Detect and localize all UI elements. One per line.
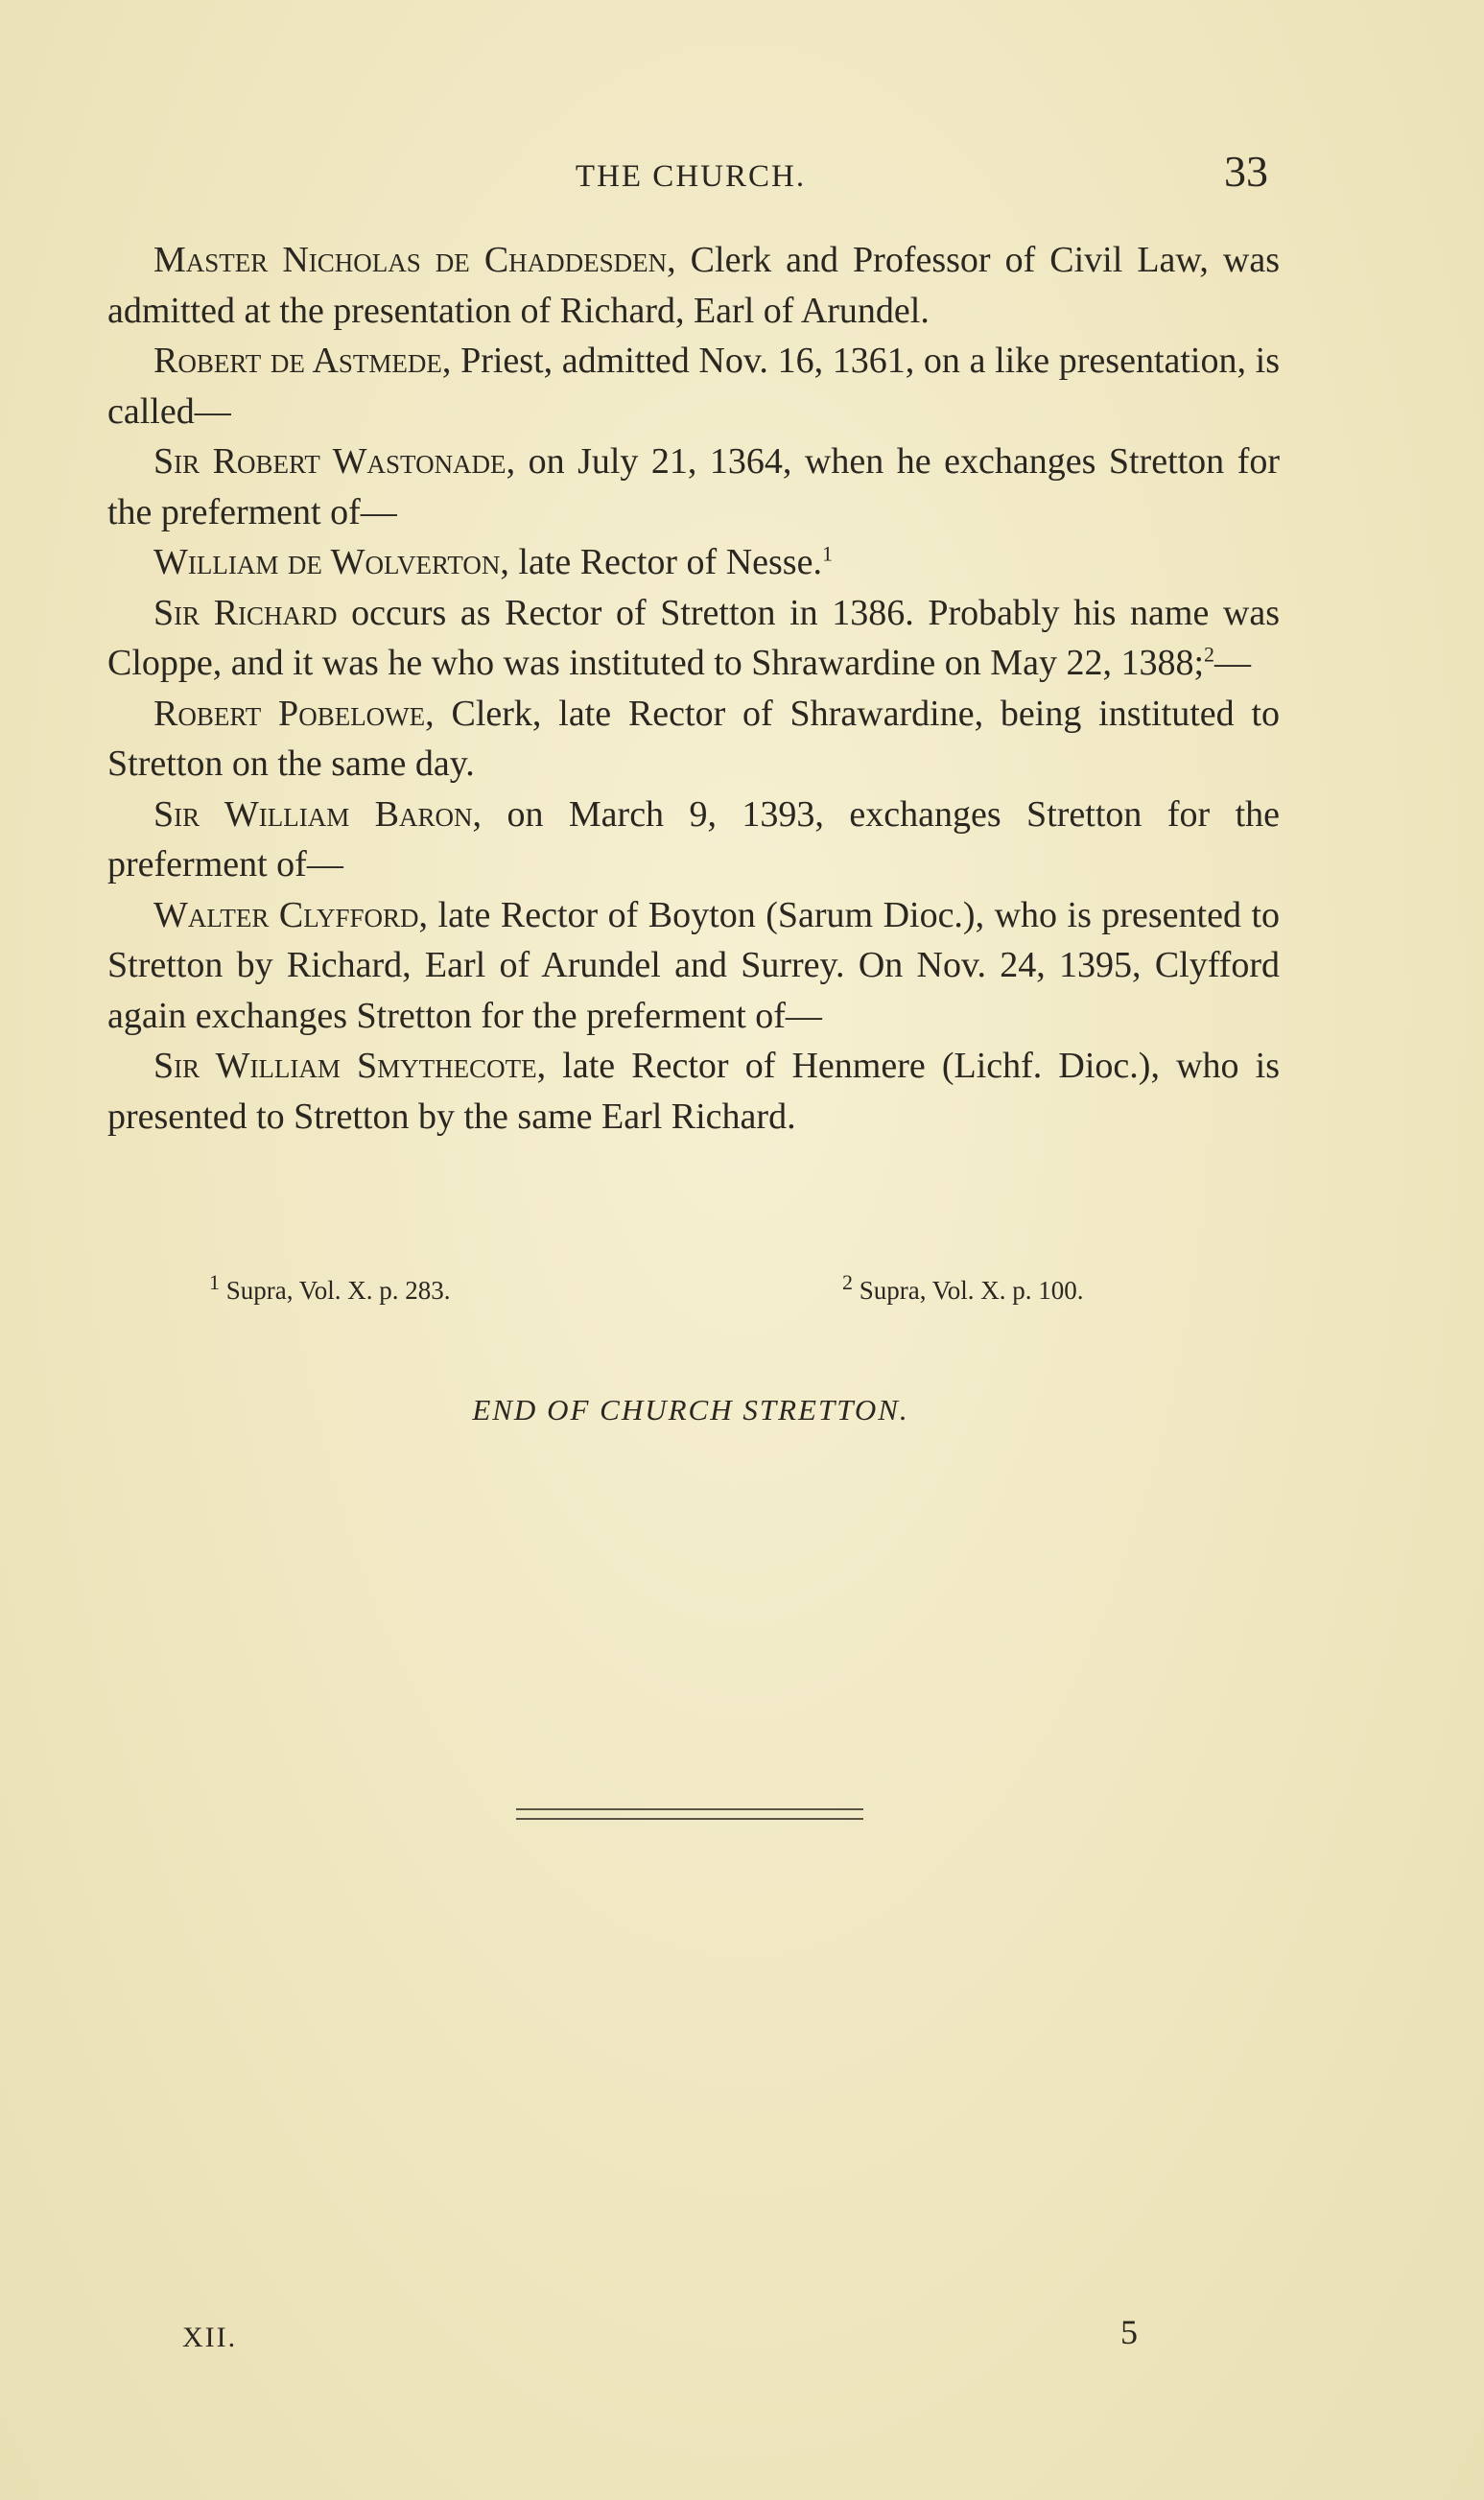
running-title: THE CHURCH. xyxy=(575,159,807,194)
page-number: 33 xyxy=(1224,147,1268,196)
signature-mark: XII. xyxy=(182,2322,238,2353)
paragraph-tail: — xyxy=(1214,643,1252,683)
end-title: END OF CHURCH STRETTON. xyxy=(472,1393,909,1427)
rector-name: Sir Robert Wastonade xyxy=(153,441,506,482)
paragraph-text: , on March 9, 1393, exchanges Stretton for the preferment of— xyxy=(107,793,1280,884)
rector-name: William de Wolverton xyxy=(153,542,501,582)
paragraph xyxy=(107,689,1280,790)
double-rule-divider xyxy=(516,1808,863,1820)
rector-name: Robert Pobelowe xyxy=(153,693,426,734)
footnote xyxy=(842,1270,1084,1306)
rector-name: Sir Richard xyxy=(153,592,338,633)
footnote-text: Supra, Vol. X. p. 283. xyxy=(225,1276,451,1305)
body-text xyxy=(107,235,1280,1142)
paragraph-text: , late Rector of Nesse. xyxy=(500,542,822,582)
rector-name: Sir William Baron xyxy=(153,793,473,835)
paragraph xyxy=(107,537,1280,588)
footnote-text: Supra, Vol. X. p. 100. xyxy=(859,1276,1084,1305)
footnote-ref[interactable]: 2 xyxy=(1204,642,1215,667)
paragraph xyxy=(107,1041,1280,1142)
footnote-ref[interactable]: 1 xyxy=(821,541,833,566)
footnote-mark: 1 xyxy=(209,1270,220,1294)
paragraph-text: , on July 21, 1364, when he exchanges Stretton for the preferment of— xyxy=(107,441,1280,532)
paragraph xyxy=(107,235,1280,336)
footnote xyxy=(209,1270,451,1306)
paragraph-text: occurs as Rector of Stretton in 1386. Probably his name was Cloppe, and it was he who was instituted to Shrawardine on May 22, 1388; xyxy=(107,592,1280,683)
paragraph xyxy=(107,588,1280,689)
paragraph xyxy=(107,336,1280,436)
rector-name: Sir William Smythecote xyxy=(153,1046,537,1086)
footnote-mark: 2 xyxy=(842,1270,853,1294)
rector-name: Robert de Astmede xyxy=(153,341,442,381)
paragraph-text: , late Rector of Boyton (Sarum Dioc.), who is presented to Stretton by Richard, Earl of Arundel and Surrey. On Nov. 24, 1395, Clyfford again exchanges Stretton for the preferment of— xyxy=(107,894,1281,1036)
paragraph xyxy=(107,436,1280,537)
rector-name: Walter Clyfford xyxy=(153,894,419,935)
paragraph xyxy=(107,790,1280,890)
paragraph xyxy=(107,890,1280,1042)
rector-name: Master Nicholas de Chaddesden xyxy=(153,240,668,280)
paragraph-text: , Clerk and Professor of Civil Law, was admitted at the presentation of Richard, Earl of Arundel. xyxy=(107,240,1280,331)
paragraph-text: , Priest, admitted Nov. 16, 1361, on a like presentation, is called— xyxy=(107,341,1281,432)
sheet-number: 5 xyxy=(1120,2313,1138,2351)
paragraph-text: , late Rector of Henmere (Lichf. Dioc.), who is presented to Stretton by the same Earl Richard. xyxy=(107,1046,1280,1137)
paragraph-text: , Clerk, late Rector of Shrawardine, being instituted to Stretton on the same day. xyxy=(107,693,1281,784)
